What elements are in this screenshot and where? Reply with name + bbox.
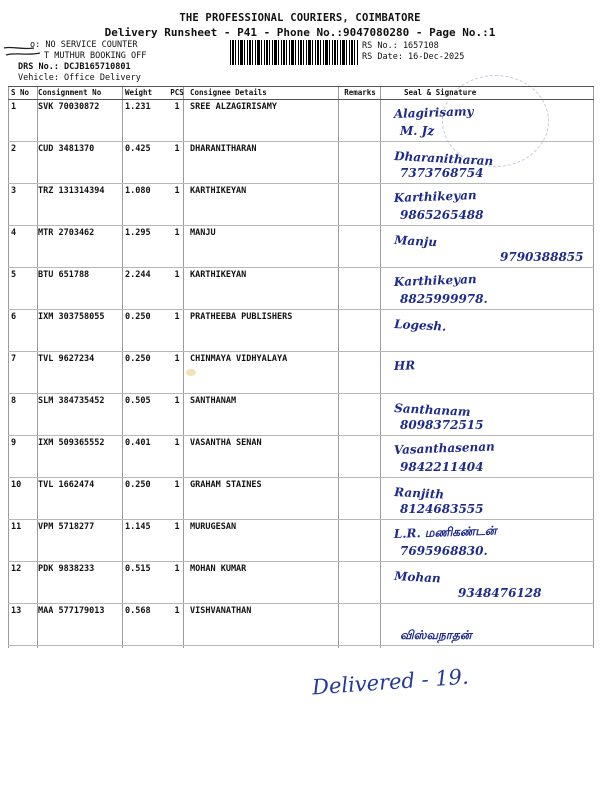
rs-date: RS Date: 16-Dec-2025 — [362, 52, 465, 62]
signature-cell — [388, 520, 593, 561]
signature-cell — [388, 352, 593, 393]
signature-cell — [388, 562, 593, 603]
consignee-name: KARTHIKEYAN — [190, 186, 247, 196]
serial-number: 9 — [11, 438, 17, 448]
weight: 1.295 — [125, 228, 151, 238]
handwritten-signature — [388, 438, 593, 479]
table-row — [8, 394, 594, 436]
remarks — [340, 436, 380, 477]
consignment-number: TVL 9627234 — [38, 354, 95, 364]
rs-number: RS No.: 1657108 — [362, 41, 439, 51]
weight: 1.231 — [125, 102, 151, 112]
signature-cell — [388, 436, 593, 477]
weight: 2.244 — [125, 270, 151, 280]
pieces: 1 — [174, 186, 180, 196]
weight: 0.250 — [125, 354, 151, 364]
remarks — [340, 142, 380, 183]
serial-number: 8 — [11, 396, 17, 406]
weight: 0.515 — [125, 564, 151, 574]
handwritten-signature — [388, 480, 593, 521]
weight: 0.250 — [125, 312, 151, 322]
signature-phone: 9790388855 — [500, 250, 584, 264]
signature-cell — [388, 100, 593, 141]
remarks — [340, 310, 380, 351]
weight: 0.568 — [125, 606, 151, 616]
consignee-name: PRATHEEBA PUBLISHERS — [190, 312, 293, 322]
consignee-name: VASANTHA SENAN — [190, 438, 262, 448]
remarks — [340, 604, 380, 645]
signature-phone: 8098372515 — [400, 418, 484, 432]
signature-phone: விஸ்வநாதன் — [400, 628, 472, 642]
handwritten-signature — [388, 354, 593, 395]
signature-name: Alagirisamy — [393, 104, 474, 121]
signature-cell — [388, 184, 593, 225]
handwritten-signature — [388, 522, 593, 563]
consignee-name: KARTHIKEYAN — [190, 270, 247, 280]
runsheet-subtitle: Delivery Runsheet - P41 - Phone No.:9047080280 - Page No.:1 — [104, 26, 496, 39]
signature-phone: 7695968830. — [400, 544, 488, 558]
pieces: 1 — [174, 606, 180, 616]
consignee-name: GRAHAM STAINES — [190, 480, 262, 490]
service-counter: o: NO SERVICE COUNTER — [30, 40, 138, 50]
signature-name: Mohan — [393, 569, 442, 586]
serial-number: 7 — [11, 354, 17, 364]
consignment-number: SLM 384735452 — [38, 396, 105, 406]
consignment-number: CUD 3481370 — [38, 144, 95, 154]
handwritten-signature — [388, 312, 593, 353]
consignee-name: SREE ALZAGIRISAMY — [190, 102, 277, 112]
table-row — [8, 226, 594, 268]
weight: 0.401 — [125, 438, 151, 448]
signature-cell — [388, 226, 593, 267]
signature-phone: 7373768754 — [400, 166, 484, 180]
signature-phone: 8124683555 — [400, 502, 484, 516]
pieces: 1 — [174, 102, 180, 112]
serial-number: 12 — [11, 564, 22, 574]
consignment-number: TRZ 131314394 — [38, 186, 105, 196]
remarks — [340, 100, 380, 141]
handwritten-signature — [388, 228, 593, 269]
consignment-number: SVK 70030872 — [38, 102, 100, 112]
remarks — [340, 352, 380, 393]
signature-name: Vasanthasenan — [393, 439, 495, 457]
vehicle: Vehicle: Office Delivery — [18, 73, 141, 83]
pieces: 1 — [174, 438, 180, 448]
consignment-number: BTU 651788 — [38, 270, 90, 280]
signature-cell — [388, 604, 593, 645]
weight: 0.505 — [125, 396, 151, 406]
weight: 0.425 — [125, 144, 151, 154]
table-row — [8, 268, 594, 310]
col-header-weight: Weight — [125, 88, 153, 97]
document-title: THE PROFESSIONAL COURIERS, COIMBATORE — [179, 12, 421, 24]
serial-number: 3 — [11, 186, 17, 196]
consignee-name: VISHVANATHAN — [190, 606, 252, 616]
serial-number: 11 — [11, 522, 22, 532]
remarks — [340, 478, 380, 519]
pieces: 1 — [174, 312, 180, 322]
table-row — [8, 520, 594, 562]
signature-phone: 8825999978. — [400, 292, 488, 306]
remarks — [340, 268, 380, 309]
handwritten-signature — [388, 102, 593, 143]
handwritten-signature — [388, 186, 593, 227]
signature-name: Karthikeyan — [393, 272, 477, 289]
table-row — [8, 562, 594, 604]
table-row — [8, 478, 594, 520]
pieces: 1 — [174, 270, 180, 280]
signature-name: L.R. மணிகண்டன் — [393, 523, 497, 541]
weight: 1.080 — [125, 186, 151, 196]
col-header-sno: S No — [11, 88, 30, 97]
col-header-pcs: PCS — [170, 88, 184, 97]
pieces: 1 — [174, 480, 180, 490]
handwritten-signature — [388, 270, 593, 311]
serial-number: 6 — [11, 312, 17, 322]
signature-phone: M. Jz — [400, 124, 435, 138]
consignment-number: IXM 303758055 — [38, 312, 105, 322]
consignee-name: DHARANITHARAN — [190, 144, 257, 154]
serial-number: 5 — [11, 270, 17, 280]
signature-name: HR — [393, 358, 416, 373]
runsheet-table — [8, 86, 594, 646]
consignment-number: TVL 1662474 — [38, 480, 95, 490]
drs-number: DRS No.: DCJB165710801 — [18, 62, 131, 72]
table-header-row — [8, 86, 594, 100]
table-row — [8, 352, 594, 394]
pieces: 1 — [174, 144, 180, 154]
consignment-number: MAA 577179013 — [38, 606, 105, 616]
serial-number: 1 — [11, 102, 17, 112]
serial-number: 4 — [11, 228, 17, 238]
signature-phone: 9348476128 — [458, 586, 542, 600]
remarks — [340, 520, 380, 561]
consignee-name: CHINMAYA VIDHYALAYA — [190, 354, 288, 364]
serial-number: 13 — [11, 606, 22, 616]
col-header-consignment: Consignment No — [38, 88, 102, 97]
signature-cell — [388, 478, 593, 519]
consignee-name: MURUGESAN — [190, 522, 237, 532]
pieces: 1 — [174, 228, 180, 238]
signature-name: Dharanitharan — [393, 149, 494, 169]
handwritten-signature — [388, 144, 593, 185]
serial-number: 10 — [11, 480, 22, 490]
remarks — [340, 562, 380, 603]
signature-cell — [388, 394, 593, 435]
delivered-note: Delivered - 19. — [311, 664, 470, 700]
pieces: 1 — [174, 564, 180, 574]
table-row — [8, 142, 594, 184]
handwritten-signature — [388, 606, 593, 647]
signature-name: Manju — [393, 233, 438, 250]
signature-phone: 9842211404 — [400, 460, 484, 474]
consignment-number: IXM 509365552 — [38, 438, 105, 448]
signature-name: Santhanam — [393, 401, 471, 419]
barcode — [230, 40, 358, 65]
signature-name: Karthikeyan — [393, 188, 477, 205]
pieces: 1 — [174, 354, 180, 364]
table-row — [8, 100, 594, 142]
remarks — [340, 184, 380, 225]
col-header-remarks: Remarks — [344, 88, 376, 97]
consignment-number: MTR 2703462 — [38, 228, 95, 238]
booking-office: T MUTHUR BOOKING OFF — [44, 51, 147, 61]
consignee-name: MANJU — [190, 228, 216, 238]
consignment-number: VPM 5718277 — [38, 522, 95, 532]
pieces: 1 — [174, 396, 180, 406]
signature-name: Logesh. — [393, 317, 447, 334]
table-row — [8, 184, 594, 226]
col-header-seal: Seal & Signature — [404, 88, 477, 97]
remarks — [340, 226, 380, 267]
stain-mark — [186, 369, 196, 376]
pieces: 1 — [174, 522, 180, 532]
weight: 0.250 — [125, 480, 151, 490]
weight: 1.145 — [125, 522, 151, 532]
handwritten-signature — [388, 396, 593, 437]
table-row — [8, 310, 594, 352]
handwritten-signature — [388, 564, 593, 605]
consignment-number: PDK 9838233 — [38, 564, 95, 574]
signature-name: Ranjith — [393, 485, 445, 502]
consignee-name: SANTHANAM — [190, 396, 237, 406]
consignee-name: MOHAN KUMAR — [190, 564, 247, 574]
serial-number: 2 — [11, 144, 17, 154]
remarks — [340, 394, 380, 435]
table-row — [8, 604, 594, 646]
col-header-consignee: Consignee Details — [190, 88, 267, 97]
signature-cell — [388, 310, 593, 351]
signature-cell — [388, 268, 593, 309]
signature-phone: 9865265488 — [400, 208, 484, 222]
table-body — [8, 100, 594, 646]
table-row — [8, 436, 594, 478]
signature-cell — [388, 142, 593, 183]
